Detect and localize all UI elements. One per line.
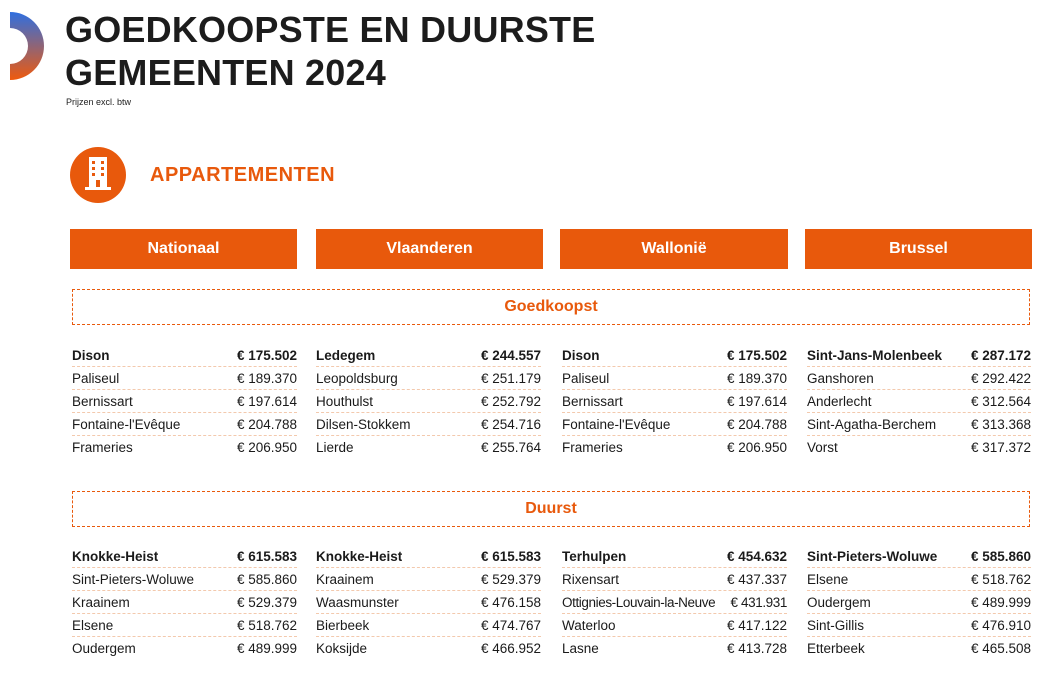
price-value: € 585.860	[970, 548, 1031, 564]
column-vlaanderen-goedkoopst	[316, 344, 541, 459]
price-value: € 465.508	[970, 641, 1031, 656]
municipality-name: Bernissart	[72, 393, 133, 409]
price-value: € 252.792	[480, 393, 541, 409]
group-header-duurst: Duurst	[72, 491, 1030, 527]
municipality-name: Knokke-Heist	[72, 548, 159, 564]
table-row	[562, 390, 787, 413]
municipality-name: Ledegem	[316, 347, 376, 363]
price-value: € 317.372	[970, 440, 1031, 455]
page-title: GOEDKOOPSTE EN DUURSTE GEMEENTEN 2024	[65, 9, 596, 93]
municipality-name: Kraainem	[316, 571, 374, 587]
table-row	[807, 568, 1031, 591]
table-row	[562, 344, 787, 367]
table-row	[807, 545, 1031, 568]
table-row	[316, 545, 541, 568]
brand-logo	[0, 8, 46, 84]
municipality-name: Rixensart	[562, 571, 620, 587]
price-value: € 206.950	[726, 440, 787, 455]
price-value: € 615.583	[480, 548, 541, 564]
building-icon	[70, 147, 126, 203]
tab-brussel[interactable]: Brussel	[805, 229, 1032, 269]
price-value: € 255.764	[480, 440, 541, 455]
municipality-name: Terhulpen	[562, 548, 627, 564]
municipality-name: Paliseul	[562, 370, 610, 386]
column-wallonie-duurst	[562, 545, 787, 660]
price-value: € 585.860	[236, 571, 297, 587]
table-row	[316, 390, 541, 413]
table-row	[316, 568, 541, 591]
column-brussel-duurst	[807, 545, 1031, 660]
municipality-name: Knokke-Heist	[316, 548, 403, 564]
tab-nationaal[interactable]: Nationaal	[70, 229, 297, 269]
municipality-name: Ganshoren	[807, 370, 874, 386]
municipality-name: Bierbeek	[316, 617, 370, 633]
tab-wallonie[interactable]: Wallonië	[560, 229, 788, 269]
column-vlaanderen-duurst	[316, 545, 541, 660]
municipality-name: Sint-Pieters-Woluwe	[72, 571, 195, 587]
municipality-name: Lasne	[562, 641, 599, 656]
table-row	[562, 591, 787, 614]
price-value: € 476.910	[970, 617, 1031, 633]
group-header-goedkoopst: Goedkoopst	[72, 289, 1030, 325]
price-value: € 466.952	[480, 641, 541, 656]
municipality-name: Vorst	[807, 440, 838, 455]
municipality-name: Sint-Jans-Molenbeek	[807, 347, 943, 363]
municipality-name: Oudergem	[72, 641, 136, 656]
municipality-name: Elsene	[807, 571, 849, 587]
municipality-name: Oudergem	[807, 594, 871, 610]
price-value: € 206.950	[236, 440, 297, 455]
table-row	[316, 614, 541, 637]
municipality-name: Bernissart	[562, 393, 623, 409]
table-row	[72, 390, 297, 413]
price-value: € 529.379	[236, 594, 297, 610]
price-value: € 474.767	[480, 617, 541, 633]
column-nationaal-duurst	[72, 545, 297, 660]
price-value: € 175.502	[726, 347, 787, 363]
column-brussel-goedkoopst	[807, 344, 1031, 459]
price-value: € 489.999	[970, 594, 1031, 610]
table-row	[316, 367, 541, 390]
price-value: € 518.762	[236, 617, 297, 633]
table-row	[72, 344, 297, 367]
municipality-name: Waterloo	[562, 617, 616, 633]
table-row	[562, 545, 787, 568]
municipality-name: Fontaine-l'Evêque	[562, 416, 671, 432]
price-value: € 437.337	[726, 571, 787, 587]
price-value: € 287.172	[970, 347, 1031, 363]
municipality-name: Houthulst	[316, 393, 374, 409]
price-value: € 413.728	[726, 641, 787, 656]
table-row	[72, 568, 297, 591]
table-row	[72, 614, 297, 637]
table-row	[807, 436, 1031, 459]
table-row	[316, 436, 541, 459]
price-value: € 204.788	[726, 416, 787, 432]
table-row	[807, 591, 1031, 614]
table-row	[72, 436, 297, 459]
municipality-name: Dison	[562, 347, 600, 363]
table-row	[316, 637, 541, 660]
price-value: € 417.122	[726, 617, 787, 633]
page-subtitle: Prijzen excl. btw	[66, 97, 132, 107]
price-value: € 615.583	[236, 548, 297, 564]
table-row	[316, 344, 541, 367]
table-row	[72, 367, 297, 390]
price-value: € 529.379	[480, 571, 541, 587]
price-value: € 454.632	[726, 548, 787, 564]
municipality-name: Frameries	[72, 440, 133, 455]
table-row	[562, 413, 787, 436]
table-row	[72, 545, 297, 568]
municipality-name: Frameries	[562, 440, 623, 455]
price-value: € 431.931	[730, 594, 787, 610]
column-wallonie-goedkoopst	[562, 344, 787, 459]
table-row	[807, 390, 1031, 413]
municipality-name: Dison	[72, 347, 110, 363]
municipality-name: Elsene	[72, 617, 114, 633]
table-row	[807, 344, 1031, 367]
table-row	[807, 413, 1031, 436]
price-value: € 489.999	[236, 641, 297, 656]
price-value: € 204.788	[236, 416, 297, 432]
table-row	[72, 413, 297, 436]
table-row	[562, 367, 787, 390]
municipality-name: Etterbeek	[807, 641, 865, 656]
price-value: € 518.762	[970, 571, 1031, 587]
table-row	[72, 591, 297, 614]
table-row	[562, 614, 787, 637]
municipality-name: Waasmunster	[316, 594, 399, 610]
municipality-name: Sint-Pieters-Woluwe	[807, 548, 938, 564]
price-value: € 313.368	[970, 416, 1031, 432]
table-row	[807, 637, 1031, 660]
municipality-name: Paliseul	[72, 370, 120, 386]
municipality-name: Leopoldsburg	[316, 370, 398, 386]
municipality-name: Koksijde	[316, 641, 368, 656]
table-row	[72, 637, 297, 660]
table-row	[316, 591, 541, 614]
column-nationaal-goedkoopst	[72, 344, 297, 459]
price-value: € 312.564	[970, 393, 1031, 409]
municipality-name: Kraainem	[72, 594, 130, 610]
municipality-name: Sint-Gillis	[807, 617, 865, 633]
price-value: € 292.422	[970, 370, 1031, 386]
municipality-name: Ottignies-Louvain-la-Neuve	[562, 594, 716, 610]
price-value: € 476.158	[480, 594, 541, 610]
section-title: APPARTEMENTEN	[150, 164, 336, 186]
municipality-name: Sint-Agatha-Berchem	[807, 416, 937, 432]
municipality-name: Dilsen-Stokkem	[316, 416, 411, 432]
table-row	[316, 413, 541, 436]
municipality-name: Anderlecht	[807, 393, 872, 409]
price-value: € 197.614	[236, 393, 297, 409]
price-value: € 254.716	[480, 416, 541, 432]
table-row	[562, 637, 787, 660]
table-row	[807, 614, 1031, 637]
table-row	[562, 568, 787, 591]
price-value: € 244.557	[480, 347, 541, 363]
municipality-name: Fontaine-l'Evêque	[72, 416, 181, 432]
price-value: € 189.370	[236, 370, 297, 386]
price-value: € 189.370	[726, 370, 787, 386]
tab-vlaanderen[interactable]: Vlaanderen	[316, 229, 543, 269]
price-value: € 251.179	[480, 370, 541, 386]
table-row	[562, 436, 787, 459]
price-value: € 197.614	[726, 393, 787, 409]
table-row	[807, 367, 1031, 390]
price-value: € 175.502	[236, 347, 297, 363]
municipality-name: Lierde	[316, 440, 354, 455]
